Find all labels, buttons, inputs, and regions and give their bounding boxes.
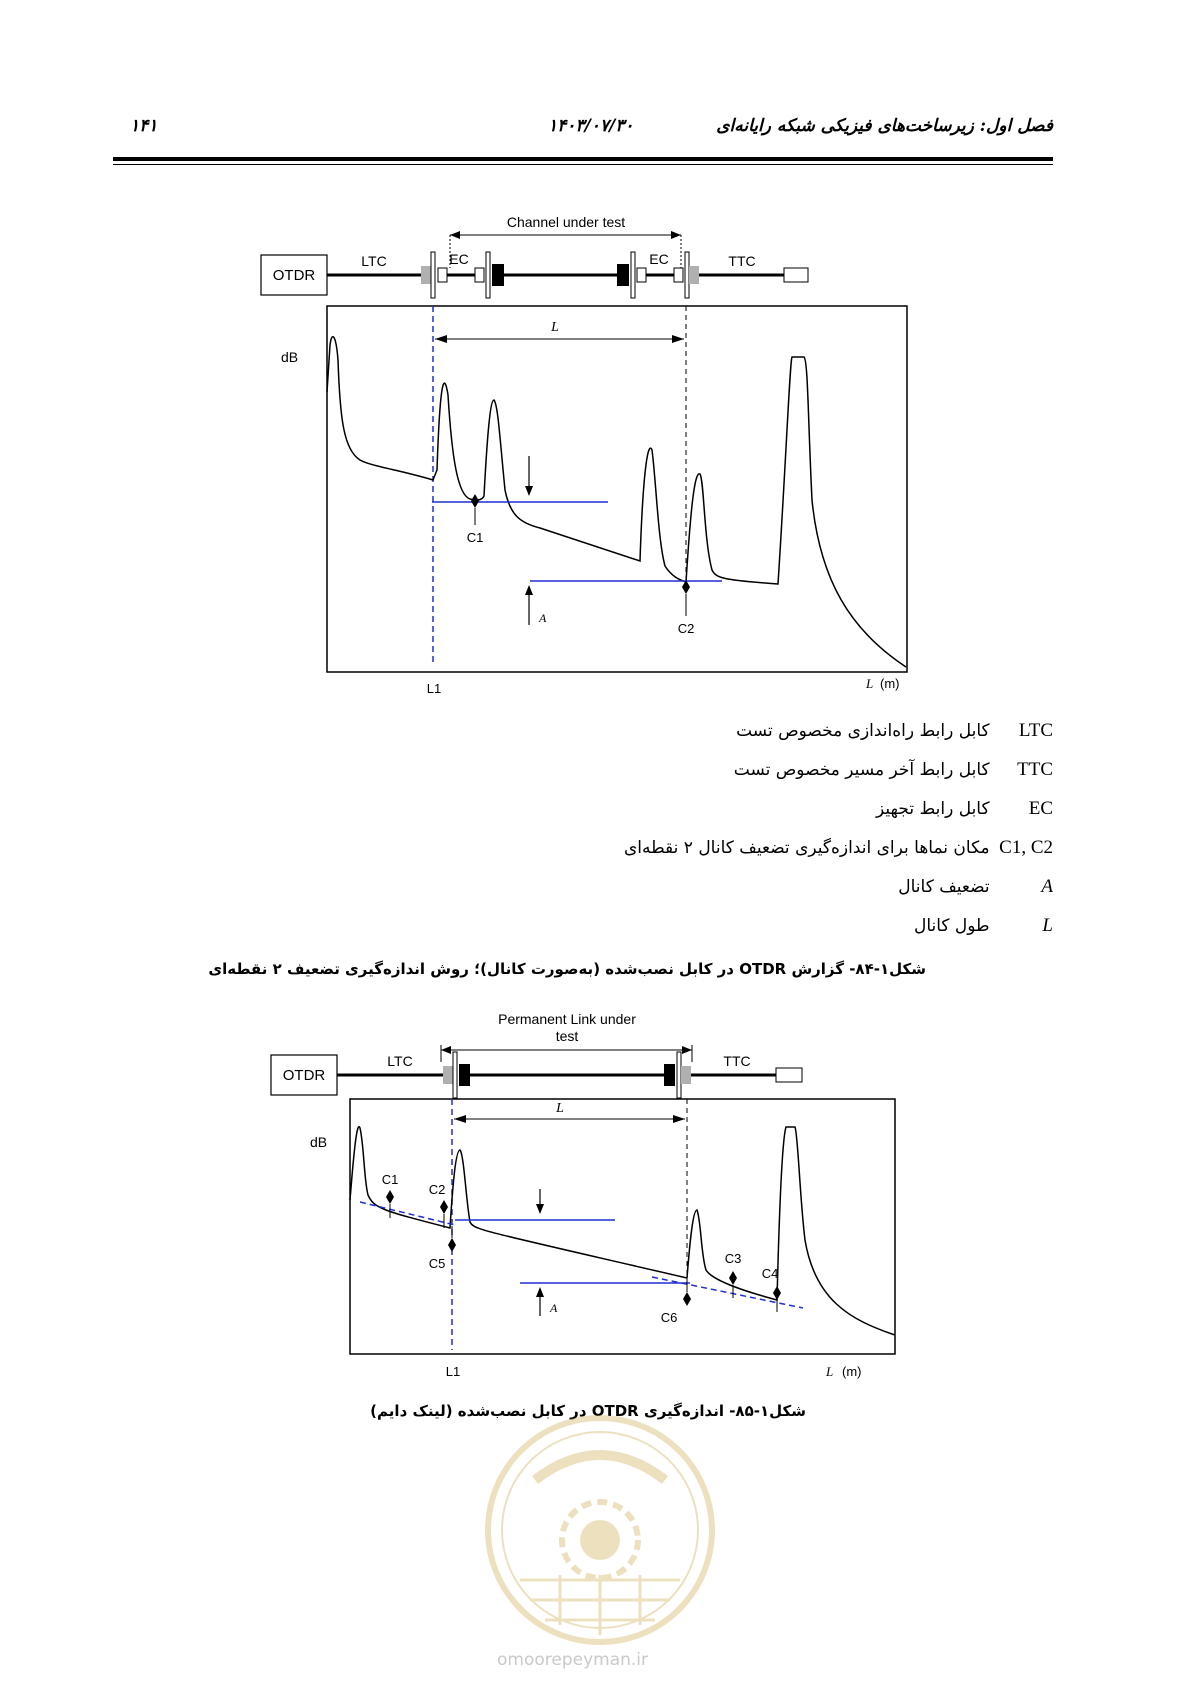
c2-label-2: C2 bbox=[428, 1182, 446, 1197]
c5-marker bbox=[448, 1238, 456, 1252]
ttc-label-2: TTC bbox=[723, 1053, 751, 1069]
legend-text-ltc: کابل رابط راه‌اندازی مخصوص تست bbox=[736, 721, 990, 741]
ttc-label: TTC bbox=[728, 253, 756, 269]
l1-label-2: L1 bbox=[445, 1364, 461, 1379]
c1-label: C1 bbox=[466, 530, 484, 545]
link-connector-left bbox=[459, 1064, 470, 1086]
c6-marker bbox=[683, 1292, 691, 1306]
length-label-2: L bbox=[556, 1101, 564, 1116]
x-axis-unit: (m) bbox=[880, 676, 900, 691]
header-date: ۱۴۰۳/۰۷/۳۰ bbox=[548, 116, 634, 136]
otdr-trace-frame-2 bbox=[350, 1099, 895, 1354]
ltc-regression-line bbox=[360, 1202, 455, 1225]
legend-text-a: تضعیف کانال bbox=[898, 877, 990, 897]
x-axis-l-label: L bbox=[866, 676, 874, 691]
figure-84-caption: شکل۱-۸۴- گزارش OTDR در کابل نصب‌شده (به‌صورت کانال)؛ روش اندازه‌گیری تضعیف ۲ نقطه‌ای bbox=[208, 960, 926, 978]
legend-abbr-ec: EC bbox=[1028, 798, 1053, 819]
legend-abbr-c1-c2: C1, C2 bbox=[999, 837, 1053, 858]
ttc-connector-2 bbox=[681, 1066, 691, 1084]
ec-label-right: EC bbox=[649, 251, 669, 267]
link-label-line2: test bbox=[555, 1028, 579, 1044]
c5-label: C5 bbox=[428, 1256, 446, 1271]
ltc-label-2: LTC bbox=[387, 1053, 413, 1069]
legend-abbr-a: A bbox=[1041, 876, 1053, 897]
c4-marker bbox=[773, 1286, 781, 1300]
c1-marker-2 bbox=[386, 1190, 394, 1204]
otdr-label-2: OTDR bbox=[282, 1067, 326, 1084]
chapter-title: فصل اول: زیرساخت‌های فیزیکی شبکه رایانه‌ای bbox=[716, 116, 1053, 136]
c3-label: C3 bbox=[724, 1251, 742, 1266]
ltc-label: LTC bbox=[361, 253, 387, 269]
link-connector-right bbox=[664, 1064, 675, 1086]
attenuation-arrowhead-down-2 bbox=[536, 1204, 544, 1214]
ttc-end-2 bbox=[776, 1068, 802, 1082]
watermark-site-text: omoorepeyman.ir bbox=[497, 1650, 649, 1670]
attenuation-label: A bbox=[539, 611, 547, 625]
legend-text-c1-c2: مکان نماها برای اندازه‌گیری تضعیف کانال ۲ نقطه‌ای bbox=[623, 838, 990, 858]
ltc-connector-2 bbox=[443, 1066, 453, 1084]
length-arrowhead-left-2 bbox=[454, 1115, 466, 1123]
c3-marker bbox=[729, 1271, 737, 1285]
l1-label: L1 bbox=[426, 681, 442, 696]
otdr-trace-2 bbox=[350, 1127, 895, 1335]
link-arrowhead-right bbox=[682, 1046, 692, 1054]
link-label-line1: Permanent Link under bbox=[498, 1011, 636, 1027]
c4-label: C4 bbox=[761, 1266, 779, 1281]
otdr-label: OTDR bbox=[272, 267, 316, 284]
legend-text-ttc: کابل رابط آخر مسیر مخصوص تست bbox=[733, 760, 990, 780]
link-adapter-right bbox=[677, 1052, 681, 1098]
page-number: ۱۴۱ bbox=[130, 116, 158, 136]
length-label: L bbox=[551, 320, 559, 335]
length-arrowhead-right-2 bbox=[673, 1115, 685, 1123]
ec-label-left: EC bbox=[449, 251, 469, 267]
channel-label: Channel under test bbox=[506, 214, 626, 230]
legend-abbr-ttc: TTC bbox=[1017, 759, 1053, 780]
db-label: dB bbox=[281, 349, 299, 365]
legend-abbr-ltc: LTC bbox=[1018, 720, 1053, 741]
legend-text-l: طول کانال bbox=[913, 916, 990, 936]
c6-label: C6 bbox=[660, 1310, 678, 1325]
c2-marker-2 bbox=[440, 1200, 448, 1214]
c1-label-2: C1 bbox=[381, 1172, 399, 1187]
c2-label: C2 bbox=[677, 621, 695, 636]
x-axis-l-label-2: L bbox=[826, 1364, 834, 1379]
figure-85-caption: شکل۱-۸۵- اندازه‌گیری OTDR در کابل نصب‌شده (لینک دایم) bbox=[370, 1402, 806, 1420]
link-arrowhead-left bbox=[441, 1046, 451, 1054]
link-adapter-left bbox=[453, 1052, 457, 1098]
attenuation-arrowhead-up-2 bbox=[536, 1287, 544, 1297]
legend-text-ec: کابل رابط تجهیز bbox=[876, 799, 990, 819]
x-axis-unit-2: (m) bbox=[842, 1364, 862, 1379]
attenuation-label-2: A bbox=[550, 1301, 558, 1315]
publisher-seal-watermark bbox=[480, 1410, 720, 1650]
db-label-2: dB bbox=[310, 1134, 328, 1150]
legend-abbr-l: L bbox=[1042, 915, 1053, 936]
